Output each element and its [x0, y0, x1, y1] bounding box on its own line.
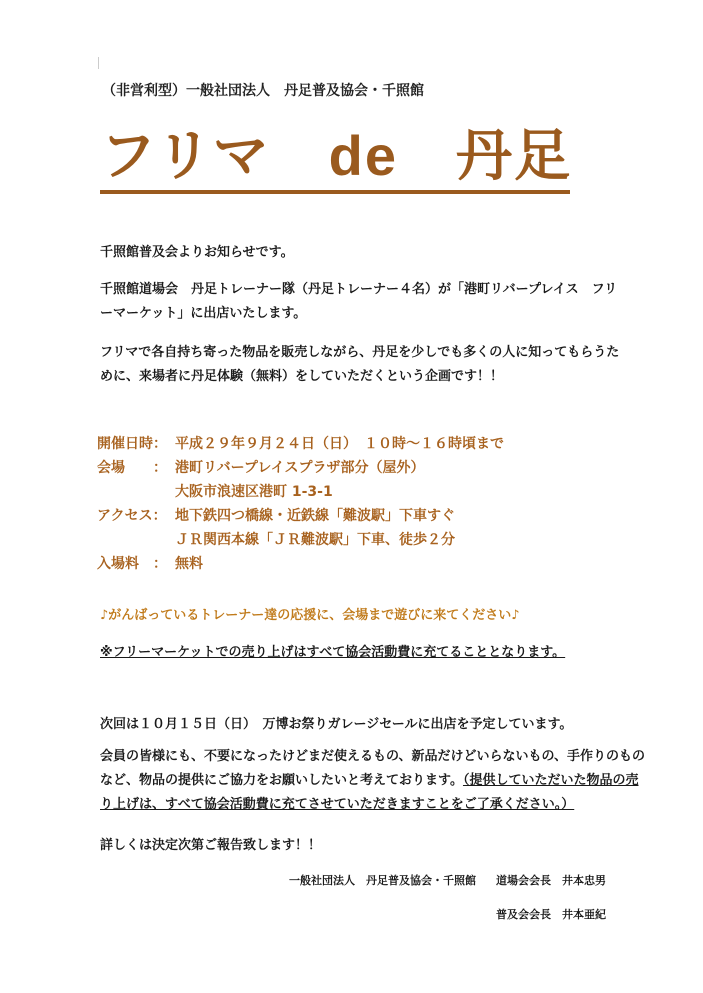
paragraph-1-line-2: ーマーケット」に出店いたします。 [100, 306, 307, 321]
announcement-text: 千照館普及会よりお知らせです。 [100, 245, 294, 260]
page-corner-mark [98, 57, 99, 69]
event-fee-value: 無料 [175, 556, 203, 572]
paragraph-2-line-1: フリマで各自持ち寄った物品を販売しながら、丹足を少しでも多くの人に知ってもらうた [100, 345, 620, 360]
paragraph-2 [100, 341, 619, 389]
sales-note: ※フリーマーケットでの売り上げはすべて協会活動費に充てることとなります。 [100, 645, 566, 660]
event-access-label: アクセス： [97, 508, 167, 524]
page-title: フリマ de 丹足 [100, 122, 570, 194]
next-event-notice: 次回は１０月１５日（日） 万博お祭りガレージセールに出店を予定しています。 [100, 717, 573, 732]
event-access-value-2: ＪＲ関西本線「ＪＲ難波駅」下車、徒歩２分 [175, 532, 455, 548]
signature-title-2: 普及会会長 井本亜紀 [496, 908, 606, 921]
paragraph-1 [100, 278, 617, 326]
event-date-label: 開催日時： [97, 436, 167, 452]
event-access-value-1: 地下鉄四つ橋線・近鉄線「難波駅」下車すぐ [175, 508, 455, 524]
event-venue-value: 港町リバープレイスプラザ部分（屋外） [175, 460, 425, 476]
organization-header: （非営利型）一般社団法人 丹足普及協会・千照館 [102, 83, 424, 99]
paragraph-1-line-1: 千照館道場会 丹足トレーナー隊（丹足トレーナー４名）が「港町リバープレイス フリ [100, 282, 618, 297]
event-venue-label: 会場 ： [97, 460, 167, 476]
donation-request-line-2-underlined: （提供していただいた物品の売 [462, 773, 639, 788]
signature-organization: 一般社団法人 丹足普及協会・千照館 [289, 874, 476, 887]
donation-request-line-2 [100, 769, 645, 793]
donation-request [100, 745, 645, 817]
donation-request-line-2-plain: など、物品の提供にご協力をお願いしたいと考えております。 [100, 773, 463, 788]
event-date-row [97, 432, 504, 456]
signature-title-1: 道場会会長 井本忠男 [496, 874, 606, 887]
event-info-block [97, 432, 504, 576]
event-venue-address: 大阪市浪速区港町 1-3-1 [175, 484, 333, 500]
donation-request-line-1: 会員の皆様にも、不要になったけどまだ使えるもの、新品だけどいらないもの、手作りのもの [100, 749, 645, 764]
event-fee-label: 入場料 ： [97, 556, 167, 572]
event-date-value: 平成２９年９月２４日（日） １０時～１６時頃まで [175, 436, 504, 452]
donation-request-line-3: り上げは、すべて協会活動費に充てさせていただきますことをご了承ください。） [100, 797, 575, 812]
event-access-row [97, 504, 504, 528]
signature-line-1 [289, 872, 606, 888]
event-venue-row [97, 456, 504, 480]
cheer-message: ♪がんばっているトレーナー達の応援に、会場まで遊びに来てください♪ [100, 608, 520, 623]
event-fee-row [97, 552, 504, 576]
paragraph-2-line-2: めに、来場者に丹足体験（無料）をしていただくという企画です！！ [100, 369, 504, 384]
details-notice: 詳しくは決定次第ご報告致します！！ [100, 838, 322, 853]
